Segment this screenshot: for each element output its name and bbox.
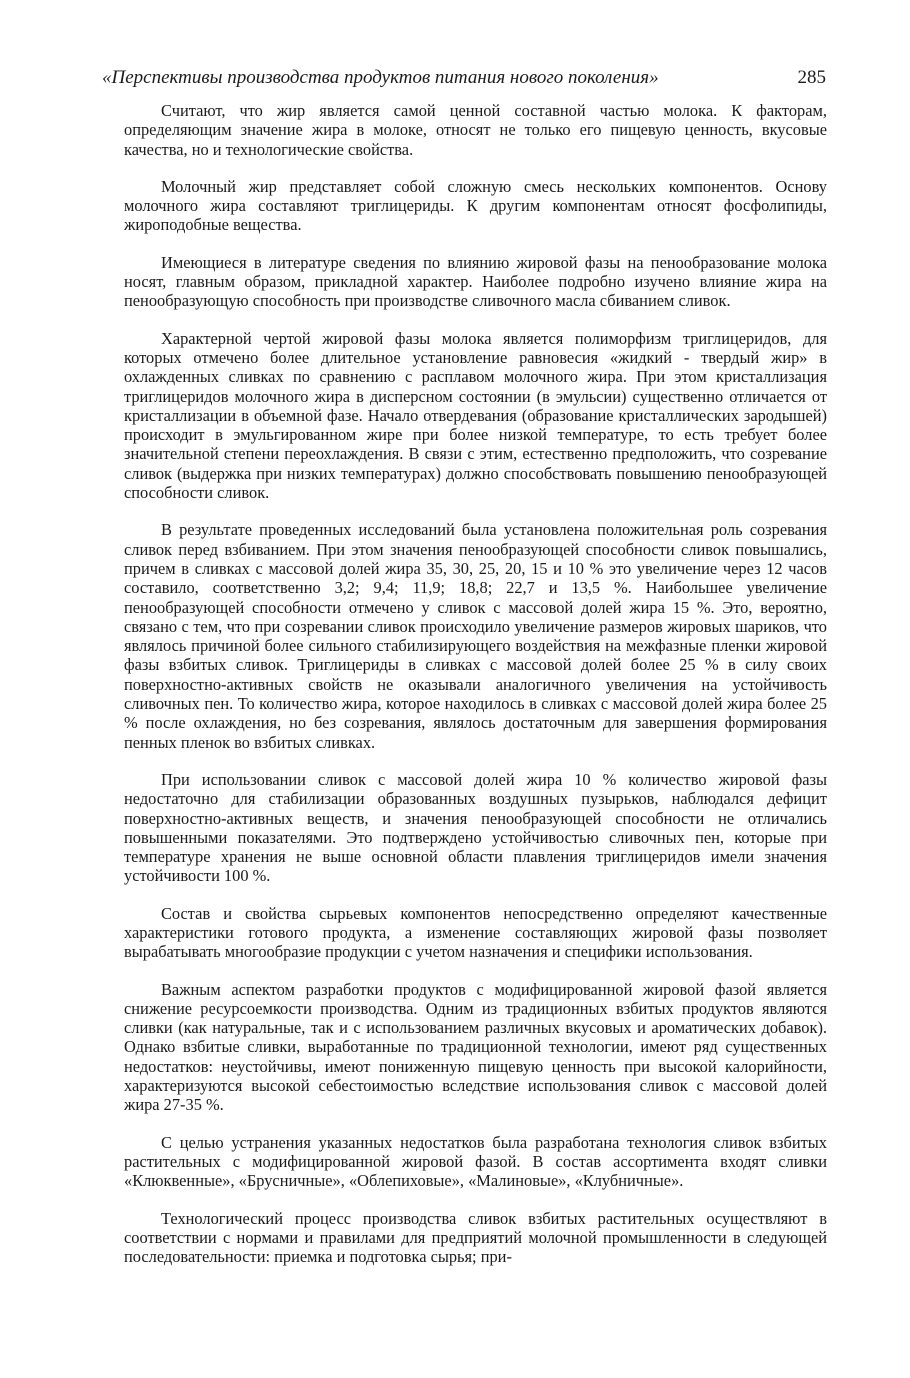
page-number: 285 [797,67,826,88]
paragraph-9: С целью устранения указанных недостатков была разработана технология сливок взбитых растительных с модифицированной жировой фазой. В состав ассортимента входят сливки «Клюквенные», «Брусничные», «Облепиховые», «Малиновые», «Клубничные». [124,1132,827,1191]
paragraph-5: В результате проведенных исследований была установлена положительная роль созревания сливок перед взбиванием. При этом значения пенообразующей способности сливок повышались, причем в сливках с массовой долей жира 35, 30, 25, 20, 15 и 10 % это увеличение через 12 часов составило, соответственно 3,2; 9,4; 11,9; 18,8; 22,7 и 13,5 %. Наибольшее увеличение пенообразующей способности отмечено у сливок с массовой долей жира 15 %. Это, вероятно, связано с тем, что при созревании сливок происходило увеличение размеров жировых шариков, что являлось причиной более сильного стабилизирующего воздействия на межфазные пленки жировой фазы взбитых сливок. Триглицериды в сливках с массовой долей более 25 % в силу своих поверхностно-активных свойств не оказывали аналогичного увеличения на устойчивость сливочных пен. То количество жира, которое находилось в сливках с массовой долей жира более 25 % после охлаждения, но без созревания, являлось достаточным для завершения формирования пенных пленок во взбитых сливках. [124,520,827,752]
paragraph-10: Технологический процесс производства сливок взбитых растительных осуществляют в соответствии с нормами и правилами для предприятий молочной промышленности в следующей последовательности: приемка и подготовка сырья; при- [124,1208,827,1267]
paragraph-2: Молочный жир представляет собой сложную смесь нескольких компонентов. Основу молочного жира составляют триглицериды. К другим компонентам относят фосфолипиды, жироподобные вещества. [124,176,827,235]
body-text [124,101,827,1266]
page-header [102,66,826,90]
paragraph-1: Считают, что жир является самой ценной составной частью молока. К факторам, определяющим значение жира в молоке, относят не только его пищевую ценность, вкусовые качества, но и технологические свойства. [124,101,827,159]
paragraph-8: Важным аспектом разработки продуктов с модифицированной жировой фазой является снижение ресурсоемкости производства. Одним из традиционных взбитых продуктов являются сливки (как натуральные, так и с использованием различных вкусовых и ароматических добавок). Однако взбитые сливки, выработанные по традиционной технологии, имеют ряд существенных недостатков: неустойчивы, имеют пониженную пищевую ценность при высокой калорийности, характеризуются высокой себестоимостью вследствие использования сливок с массовой долей жира 27-35 %. [124,979,827,1115]
running-title: «Перспективы производства продуктов питания нового поколения» [102,67,659,88]
paragraph-3: Имеющиеся в литературе сведения по влиянию жировой фазы на пенообразование молока носят, главным образом, прикладной характер. Наиболее подробно изучено влияние жира на пенообразующую способность при производстве сливочного масла сбиванием сливок. [124,252,827,311]
paragraph-7: Состав и свойства сырьевых компонентов непосредственно определяют качественные характеристики готового продукта, а изменение составляющих жировой фазы позволяет вырабатывать многообразие продукции с учетом назначения и специфики использования. [124,903,827,962]
paragraph-4: Характерной чертой жировой фазы молока является полиморфизм триглицеридов, для которых отмечено более длительное установление равновесия «жидкий - твердый жир» в охлажденных сливках по сравнению с расплавом молочного жира. При этом кристаллизация триглицеридов молочного жира в дисперсном состоянии (в эмульсии) существенно отличается от кристаллизации в объемной фазе. Начало отвердевания (образование кристаллических зародышей) происходит в эмульгированном жире при более низкой температуре, то есть требует более значительной степени переохлаждения. В связи с этим, естественно предположить, что созревание сливок (выдержка при низких температурах) должно способствовать повышению пенообразующей способности сливок. [124,328,827,503]
paragraph-6: При использовании сливок с массовой долей жира 10 % количество жировой фазы недостаточно для стабилизации образованных воздушных пузырьков, наблюдался дефицит поверхностно-активных веществ, и значения пенообразующей способности не отличались повышенными показателями. Это подтверждено устойчивостью сливочных пен, которые при температуре хранения не выше основной области плавления триглицеридов имели значения устойчивости 100 %. [124,769,827,886]
